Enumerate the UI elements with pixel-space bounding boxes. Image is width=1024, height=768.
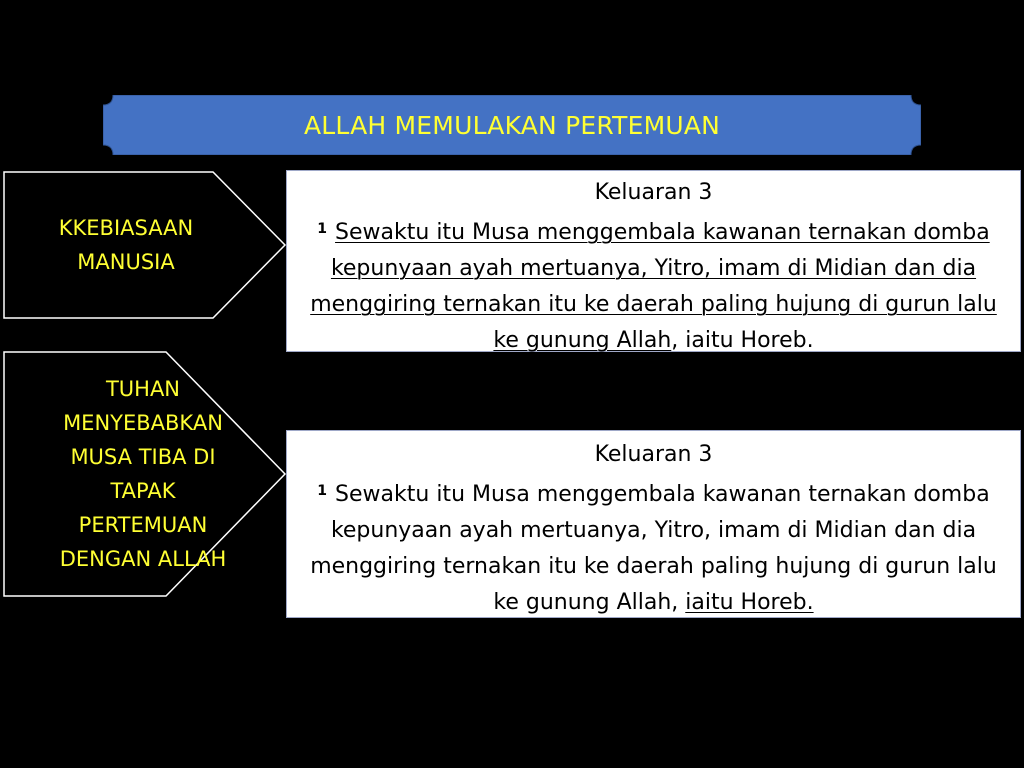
arrow-label-1 [3, 171, 249, 319]
verse-reference-2: Keluaran 3 [594, 442, 713, 467]
arrow-label-box-2 [3, 351, 287, 597]
verse-number-2: 1 [317, 483, 328, 499]
page-title: ALLAH MEMULAKAN PERTEMUAN [303, 110, 721, 140]
verse-plain-text-1: , iaitu Horeb. [671, 328, 814, 353]
arrow-label-2 [3, 351, 283, 597]
arrow-label-1-line2: MANUSIA [77, 250, 175, 274]
arrow-label-2-line2: MENYEBABKAN [63, 411, 223, 435]
arrow-label-2-line6: DENGAN ALLAH [59, 547, 227, 571]
verse-underlined-text-2: iaitu Horeb. [685, 590, 814, 615]
arrow-label-2-line3: MUSA TIBA DI [70, 445, 216, 469]
title-banner [103, 95, 921, 155]
verse-underlined-text-1: Sewaktu itu Musa menggembala kawanan ternakan domba kepunyaan ayah mertuanya, Yitro, imam di Midian dan dia menggiring ternakan itu ke daerah paling hujung di gurun lalu ke gunung Allah [310, 220, 997, 353]
arrow-label-1-line1: KKEBIASAAN [58, 216, 194, 240]
verse-reference-1: Keluaran 3 [594, 180, 713, 205]
arrow-label-2-line4: TAPAK [110, 479, 176, 503]
arrow-label-2-line5: PERTEMUAN [78, 513, 208, 537]
arrow-label-box-1 [3, 171, 287, 319]
verse-number-1: 1 [317, 221, 328, 237]
arrow-label-2-line1: TUHAN [105, 377, 181, 401]
verse-box-2 [286, 430, 1021, 618]
verse-plain-text-2: Sewaktu itu Musa menggembala kawanan ternakan domba kepunyaan ayah mertuanya, Yitro, imam di Midian dan dia menggiring ternakan itu ke daerah paling hujung di gurun lalu ke gunung Allah, [310, 482, 997, 615]
verse-box-1 [286, 170, 1021, 352]
